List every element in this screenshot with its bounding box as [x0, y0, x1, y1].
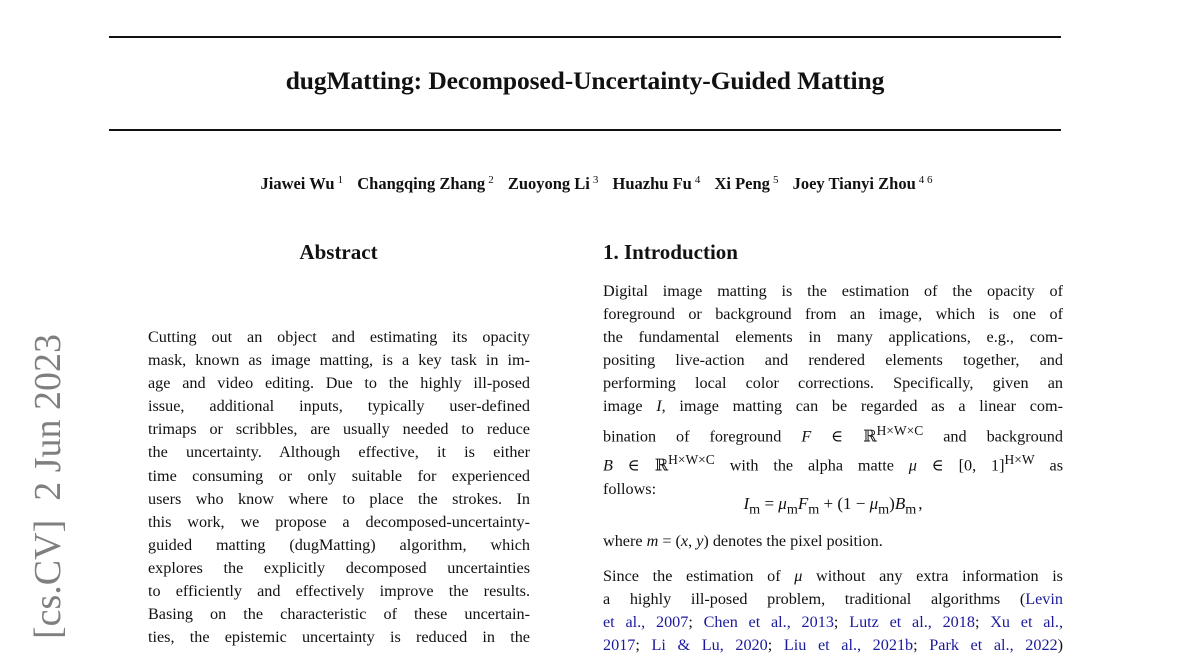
math-subscript: m	[808, 501, 820, 518]
text-run: ;	[635, 636, 652, 655]
abstract-heading: Abstract	[299, 240, 378, 264]
math-symbol: ∈	[627, 456, 640, 475]
author-list	[109, 174, 1084, 194]
citation-link[interactable]: Levin	[1025, 590, 1063, 609]
abstract-line: issue, additional inputs, typically user-defined	[148, 397, 530, 416]
text-run: and background	[943, 426, 1063, 445]
math-subscript: m	[878, 501, 890, 518]
citation-link[interactable]: Park et al., 2022	[929, 636, 1058, 655]
citation-link[interactable]: 2017	[603, 636, 636, 655]
math-var: μ	[869, 494, 879, 513]
paragraph-line	[603, 565, 1063, 588]
paragraph-line	[603, 588, 1063, 611]
citation-link[interactable]: Xu et al.,	[990, 613, 1063, 632]
math-symbol: ,	[688, 532, 697, 550]
math-var: x	[680, 532, 689, 550]
title-rule-bottom	[109, 129, 1061, 131]
author	[793, 174, 933, 193]
math-superscript: H×W	[1004, 452, 1035, 468]
math-symbol: ℝ	[654, 456, 669, 475]
math-subscript: m	[905, 501, 917, 518]
author	[508, 174, 599, 193]
math-var: I	[656, 397, 662, 416]
text-run: a highly ill-posed problem, traditional algorithms (	[603, 590, 1026, 609]
paragraph-line: foreground or background from an image, which is one of	[603, 305, 1063, 324]
math-var: F	[801, 426, 812, 445]
math-symbol: ∈	[931, 456, 944, 475]
math-symbol: ∈	[831, 426, 844, 445]
text-run: Since the estimation of	[603, 567, 781, 585]
abstract-line: users who know where to place the strokes. In	[148, 489, 530, 508]
paragraph-line: performing local color corrections. Specifically, given an	[603, 374, 1063, 393]
abstract-line: guided matting (dugMatting) algorithm, which	[148, 535, 530, 554]
math-var: m	[646, 532, 659, 550]
citation-link[interactable]: Liu et al., 2021b	[783, 636, 914, 655]
citation-link[interactable]: Li & Lu, 2020	[651, 636, 768, 655]
paper-title: dugMatting: Decomposed-Uncertainty-Guided Matting	[285, 66, 885, 95]
abstract-line: to efficiently and effectively improve the results.	[148, 582, 530, 601]
author	[714, 174, 778, 193]
text-run: without any extra information is	[816, 567, 1063, 585]
abstract-line: mask, known as image matting, is a key task in im-	[148, 351, 530, 370]
author-name: Changqing Zhang	[357, 174, 486, 193]
text-run: denotes the pixel position.	[708, 532, 883, 550]
text-run: image	[603, 397, 643, 416]
math-symbol: )	[703, 532, 709, 550]
author	[357, 174, 493, 193]
math-var: μ	[794, 567, 803, 585]
math-interval: [0, 1]	[958, 456, 1005, 475]
paragraph-line	[603, 419, 1063, 448]
text-run: ;	[974, 613, 991, 632]
math-var: I	[743, 494, 750, 513]
abstract-line: this work, we propose a decomposed-uncertainty-	[148, 512, 530, 531]
math-var: B	[894, 494, 906, 513]
math-symbol: ,	[918, 494, 923, 513]
math-var: B	[603, 456, 613, 475]
paragraph-line	[603, 395, 1063, 418]
introduction-paragraph-2	[603, 530, 1063, 553]
abstract-line: explores the explicitly decomposed uncertainties	[148, 558, 530, 577]
abstract-line: Basing on the characteristic of these uncertain-	[148, 605, 530, 624]
text-run: with the alpha matte	[729, 456, 894, 475]
paragraph-line: Digital image matting is the estimation of the opacity of	[603, 282, 1063, 300]
math-symbol: + (1 −	[819, 494, 870, 513]
paragraph-line	[603, 448, 1063, 477]
paragraph-line	[603, 611, 1063, 634]
paragraph-line	[603, 634, 1063, 657]
author-affiliation: 5	[772, 174, 779, 186]
author-name: Zuoyong Li	[507, 174, 590, 193]
author-affiliation: 3	[592, 174, 599, 186]
text-run: ;	[913, 636, 930, 655]
citation-link[interactable]: et al., 2007	[603, 613, 689, 632]
math-var: μ	[908, 456, 917, 475]
math-subscript: m	[749, 501, 761, 518]
math-superscript: H×W×C	[876, 422, 924, 438]
math-subscript: m	[786, 501, 798, 518]
paragraph-line: the fundamental elements in many applications, e.g., com-	[603, 328, 1063, 347]
math-superscript: H×W×C	[668, 452, 715, 468]
text-run: where	[603, 532, 643, 550]
text-run: , image matting can be regarded as a linear com-	[661, 397, 1063, 416]
text-run: ;	[767, 636, 784, 655]
math-symbol: ℝ	[863, 426, 877, 445]
math-symbol: =	[760, 494, 779, 513]
math-var: y	[696, 532, 704, 550]
author	[260, 174, 343, 193]
author-name: Joey Tianyi Zhou	[792, 174, 916, 193]
abstract-line: Cutting out an object and estimating its opacity	[148, 328, 530, 346]
abstract-body	[148, 326, 530, 649]
text-run: ;	[688, 613, 704, 632]
introduction-heading: 1. Introduction	[603, 240, 738, 264]
math-var: F	[797, 494, 809, 513]
title-rule-top	[109, 36, 1061, 38]
abstract-line: time consuming or only suitable for experienced	[148, 466, 530, 485]
author-name: Xi Peng	[714, 174, 770, 193]
abstract-line: the uncertainty. Although effective, it is either	[148, 443, 530, 462]
paragraph-line	[603, 530, 1063, 553]
introduction-paragraph-1	[603, 280, 1063, 501]
author-name: Huazhu Fu	[612, 174, 692, 193]
math-symbol: = (	[658, 532, 681, 550]
introduction-paragraph-3	[603, 565, 1063, 657]
author-affiliation: 4 6	[918, 174, 933, 186]
abstract-line: trimaps or scribbles, are usually needed to reduce	[148, 420, 530, 439]
math-var: μ	[778, 494, 787, 513]
paragraph-line: follows:	[603, 479, 657, 498]
matting-equation	[603, 494, 1063, 518]
abstract-line: ties, the epistemic uncertainty is reduced in the	[148, 628, 530, 647]
text-run: ;	[833, 613, 850, 632]
author	[613, 174, 701, 193]
citation-link[interactable]: Chen et al., 2013	[703, 613, 834, 632]
author-affiliation: 1	[337, 174, 344, 186]
citation-link[interactable]: Lutz et al., 2018	[849, 613, 975, 632]
author-name: Jiawei Wu	[260, 174, 335, 193]
text-run: )	[1057, 636, 1064, 655]
math-symbol: )	[889, 494, 895, 513]
author-affiliation: 4	[694, 174, 701, 186]
abstract-line: age and video editing. Due to the highly ill-posed	[148, 374, 530, 393]
paragraph-line: positing live-action and rendered elements together, and	[603, 351, 1063, 370]
arxiv-watermark: [cs.CV] 2 Jun 2023	[27, 333, 69, 639]
text-run: bination of foreground	[603, 426, 782, 445]
text-run: as	[1049, 456, 1063, 475]
author-affiliation: 2	[488, 174, 494, 186]
